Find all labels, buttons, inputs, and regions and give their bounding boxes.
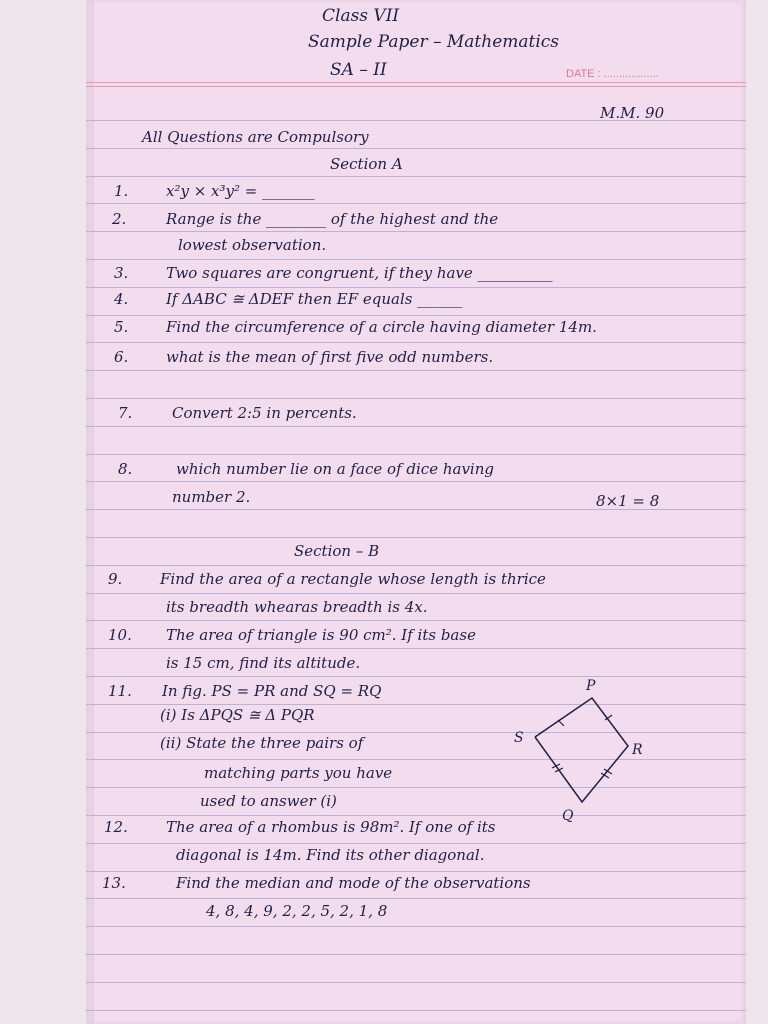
date-label: DATE : .................. <box>566 68 659 80</box>
ruled-line <box>86 398 746 399</box>
tick-ps <box>558 720 564 726</box>
q7-text: Convert 2:5 in percents. <box>172 404 357 422</box>
q3-text: Two squares are congruent, if they have __________ <box>166 264 553 282</box>
q5-text: Find the circumference of a circle having diameter 14m. <box>166 318 597 336</box>
q13-number: 13. <box>102 874 126 892</box>
kite-figure <box>500 672 650 832</box>
q6-text: what is the mean of first five odd numbers. <box>166 348 494 366</box>
q4-number: 4. <box>114 290 129 308</box>
ruled-line <box>86 148 746 149</box>
q12-text-line1: The area of a rhombus is 98m². If one of its <box>166 818 496 836</box>
q1-number: 1. <box>114 182 129 200</box>
vertex-q-label: Q <box>562 808 574 824</box>
ruled-line <box>86 426 746 427</box>
q8-text-line2: number 2. <box>172 488 251 506</box>
q11-number: 11. <box>108 682 132 700</box>
ruled-line <box>86 315 746 316</box>
ruled-line <box>86 593 746 594</box>
q9-text-line2: its breadth whearas breadth is 4x. <box>166 598 428 616</box>
kite-outline <box>535 698 628 802</box>
q11-text-line1: In fig. PS = PR and SQ = RQ <box>162 682 382 700</box>
ruled-line <box>86 287 746 288</box>
ruled-line <box>86 620 746 621</box>
max-marks: M.M. 90 <box>600 104 665 122</box>
vertex-s-label: S <box>514 730 524 746</box>
q11-text-line2: (i) Is ΔPQS ≅ Δ PQR <box>160 706 315 724</box>
header-red-rule-2 <box>86 86 746 87</box>
q2-number: 2. <box>112 210 127 228</box>
q11-text-line4: matching parts you have <box>204 764 393 782</box>
q2-text-line2: lowest observation. <box>178 236 327 254</box>
q11-text-line5: used to answer (i) <box>200 792 337 810</box>
q13-text-line2: 4, 8, 4, 9, 2, 2, 5, 2, 1, 8 <box>206 902 388 920</box>
paper-title: Sample Paper – Mathematics <box>308 32 560 52</box>
q11-text-line3: (ii) State the three pairs of <box>160 734 364 752</box>
ruled-line <box>86 871 746 872</box>
ruled-line <box>86 259 746 260</box>
section-b-heading: Section – B <box>294 542 380 560</box>
q6-number: 6. <box>114 348 129 366</box>
ruled-line <box>86 481 746 482</box>
q9-number: 9. <box>108 570 123 588</box>
q3-number: 3. <box>114 264 129 282</box>
class-line: Class VII <box>322 6 400 26</box>
q1-text: x²y × x³y² = _______ <box>166 182 315 200</box>
instruction: All Questions are Compulsory <box>142 128 369 146</box>
ruled-line <box>86 342 746 343</box>
ruled-line <box>86 454 746 455</box>
ruled-line <box>86 648 746 649</box>
q10-text-line1: The area of triangle is 90 cm². If its base <box>166 626 476 644</box>
q5-number: 5. <box>114 318 129 336</box>
tick-sq-1 <box>552 764 560 768</box>
section-a-marks: 8×1 = 8 <box>596 492 660 510</box>
q12-text-line2: diagonal is 14m. Find its other diagonal. <box>176 846 485 864</box>
q8-text-line1: which number lie on a face of dice having <box>176 460 494 478</box>
ruled-line <box>86 231 746 232</box>
ruled-line <box>86 537 746 538</box>
q7-number: 7. <box>118 404 133 422</box>
section-a-heading: Section A <box>330 155 403 173</box>
q9-text-line1: Find the area of a rectangle whose length is thrice <box>160 570 546 588</box>
q10-number: 10. <box>108 626 132 644</box>
q2-text-line1: Range is the ________ of the highest and the <box>166 210 499 228</box>
ruled-line <box>86 954 746 955</box>
ruled-line <box>86 982 746 983</box>
vertex-p-label: P <box>586 678 596 694</box>
ruled-line <box>86 898 746 899</box>
q13-text-line1: Find the median and mode of the observations <box>176 874 531 892</box>
vertex-r-label: R <box>632 742 643 758</box>
header-red-rule <box>86 82 746 83</box>
q4-text: If ΔABC ≅ ΔDEF then EF equals ______ <box>166 290 463 308</box>
q12-number: 12. <box>104 818 128 836</box>
notebook-page <box>86 0 746 1024</box>
q10-text-line2: is 15 cm, find its altitude. <box>166 654 361 672</box>
ruled-line <box>86 926 746 927</box>
exam-line: SA – II <box>330 60 387 80</box>
ruled-line <box>86 843 746 844</box>
ruled-line <box>86 1010 746 1011</box>
ruled-line <box>86 565 746 566</box>
ruled-line <box>86 203 746 204</box>
ruled-line <box>86 370 746 371</box>
ruled-line <box>86 176 746 177</box>
q8-number: 8. <box>118 460 133 478</box>
